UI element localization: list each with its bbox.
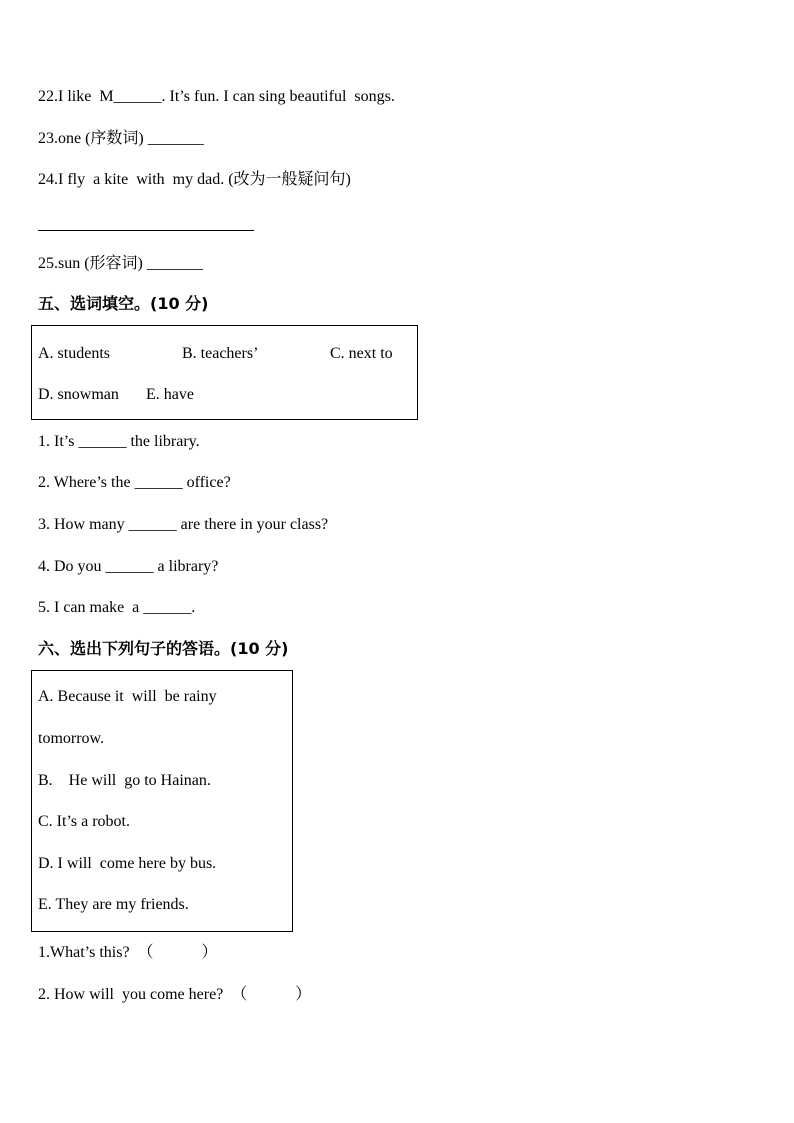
fill-question-3: 3. How many ______ are there in your class? (38, 516, 329, 533)
answer-option-e: E. They are my friends. (38, 896, 189, 913)
word-option-e: E. have (146, 386, 194, 403)
word-option-c: C. next to (330, 345, 393, 362)
match-question-1: 1.What’s this? （ ） (38, 944, 218, 961)
question-25: 25.sun (形容词) _______ (38, 255, 203, 272)
section-five-heading: 五、选词填空。(10 分) (38, 294, 209, 313)
answer-line-24 (38, 230, 254, 231)
question-22: 22.I like M______. It’s fun. I can sing beautiful songs. (38, 88, 395, 105)
word-bank-box (31, 325, 418, 420)
match-question-2: 2. How will you come here? （ ） (38, 986, 312, 1003)
answer-option-b: B. He will go to Hainan. (38, 772, 211, 789)
question-24: 24.I fly a kite with my dad. (改为一般疑问句) (38, 171, 351, 188)
word-option-d: D. snowman (38, 386, 119, 403)
fill-question-5: 5. I can make a ______. (38, 599, 196, 616)
answer-option-a-cont: tomorrow. (38, 730, 105, 747)
answer-option-c: C. It’s a robot. (38, 813, 130, 830)
fill-question-1: 1. It’s ______ the library. (38, 433, 200, 450)
fill-question-4: 4. Do you ______ a library? (38, 558, 219, 575)
answer-option-d: D. I will come here by bus. (38, 855, 217, 872)
fill-question-2: 2. Where’s the ______ office? (38, 474, 231, 491)
word-option-b: B. teachers’ (182, 345, 259, 362)
word-option-a: A. students (38, 345, 110, 362)
question-23: 23.one (序数词) _______ (38, 130, 204, 147)
answer-option-a: A. Because it will be rainy (38, 688, 217, 705)
section-six-heading: 六、选出下列句子的答语。(10 分) (38, 639, 289, 658)
answer-bank-box (31, 670, 293, 932)
